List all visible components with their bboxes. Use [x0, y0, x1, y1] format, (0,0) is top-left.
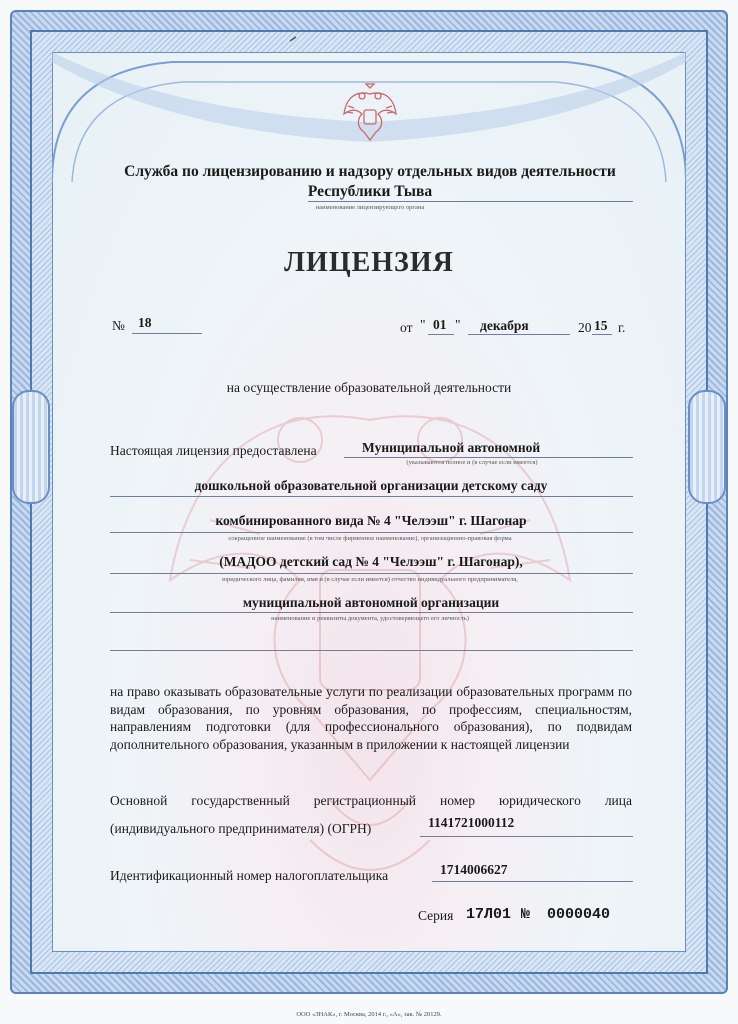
ogrn-underline	[420, 836, 633, 837]
date-from-label: от	[400, 320, 413, 335]
day-underline	[428, 334, 454, 335]
licensee-line1-underline	[344, 457, 633, 458]
month-underline	[468, 334, 570, 335]
printer-note: ООО «ЗНАК», г. Москва, 2014 г., «А», зак. № 20129.	[296, 1011, 442, 1018]
date-year-unit: г.	[618, 320, 626, 335]
coat-of-arms-icon	[338, 80, 402, 144]
series-number-sign: №	[521, 906, 531, 923]
document-title: ЛИЦЕНЗИЯ	[284, 247, 454, 278]
date-month: декабря	[480, 318, 529, 333]
licensee-line4: (МАДОО детский сад № 4 "Челээш" г. Шагонар),	[219, 554, 523, 569]
licensee-line5-underline	[110, 612, 633, 613]
date-year-prefix: 20	[578, 320, 592, 335]
inn-label: Идентификационный номер налогоплательщика	[110, 868, 389, 883]
ogrn-label-line1: Основной государственный регистрационный номер юридического лица	[110, 793, 632, 808]
licensee-caption3: сокращенное наименование (в том числе фирменное наименование), организационно-правовая форма	[228, 535, 512, 542]
series-number: 0000040	[547, 906, 611, 923]
date-day: 01	[433, 317, 447, 332]
licensee-caption5: наименование и реквизиты документа, удостоверяющего его личность)	[271, 615, 469, 622]
issuer-underline	[308, 201, 633, 202]
left-ornament-knot	[12, 390, 50, 504]
issuer-name-line1: Служба по лицензированию и надзору отдельных видов деятельности	[124, 163, 616, 180]
issuer-caption: наименование лицензирующего органа	[315, 204, 425, 211]
issuer-name-line2: Республики Тыва	[307, 183, 433, 200]
inn-underline	[432, 881, 633, 882]
right-ornament-knot	[688, 390, 726, 504]
number-underline	[132, 333, 202, 334]
licensee-line5: муниципальной автономной организации	[242, 595, 500, 610]
date-quote-open: "	[420, 317, 426, 332]
licensee-caption1: (указываются полное и (в случае если имеется)	[406, 459, 538, 466]
year-underline	[592, 334, 612, 335]
licensee-caption4: юридического лица, фамилия, имя и (в случае если имеется) отчество индивидуального предпринимателя,	[222, 576, 518, 583]
date-quote-close: "	[455, 317, 461, 332]
licensee-line2-underline	[110, 496, 633, 497]
licensee-line3-underline	[110, 532, 633, 533]
date-year-suffix: 15	[594, 318, 608, 333]
inn-value: 1714006627	[440, 862, 508, 877]
ogrn-label-line2: (индивидуального предпринимателя) (ОГРН)	[110, 821, 372, 836]
blank-underline	[110, 650, 633, 651]
license-number: 18	[138, 315, 152, 330]
license-purpose: на осуществление образовательной деятельности	[226, 380, 512, 395]
licensee-line3: комбинированного вида № 4 "Челээш" г. Шагонар	[215, 513, 527, 528]
number-prefix: №	[112, 318, 125, 333]
series-code: 17Л01	[466, 906, 512, 923]
licensee-line4-underline	[110, 573, 633, 574]
ogrn-value: 1141721000112	[428, 815, 515, 830]
licensee-line2: дошкольной образовательной организации детскому саду	[194, 478, 548, 493]
series-label: Серия	[418, 908, 454, 923]
rights-paragraph: на право оказывать образовательные услуги по реализации образовательных программ по видам образования, по уровням образования, по профессиям, специальностям, направлениям подготовки (для профессионального образования), по подвидам дополнительного образования, указанным в приложении к настоящей лицензии	[110, 684, 632, 752]
licensee-intro: Настоящая лицензия предоставлена	[110, 443, 317, 458]
licensee-line1: Муниципальной автономной	[362, 440, 541, 455]
scratch-mark	[289, 36, 297, 42]
